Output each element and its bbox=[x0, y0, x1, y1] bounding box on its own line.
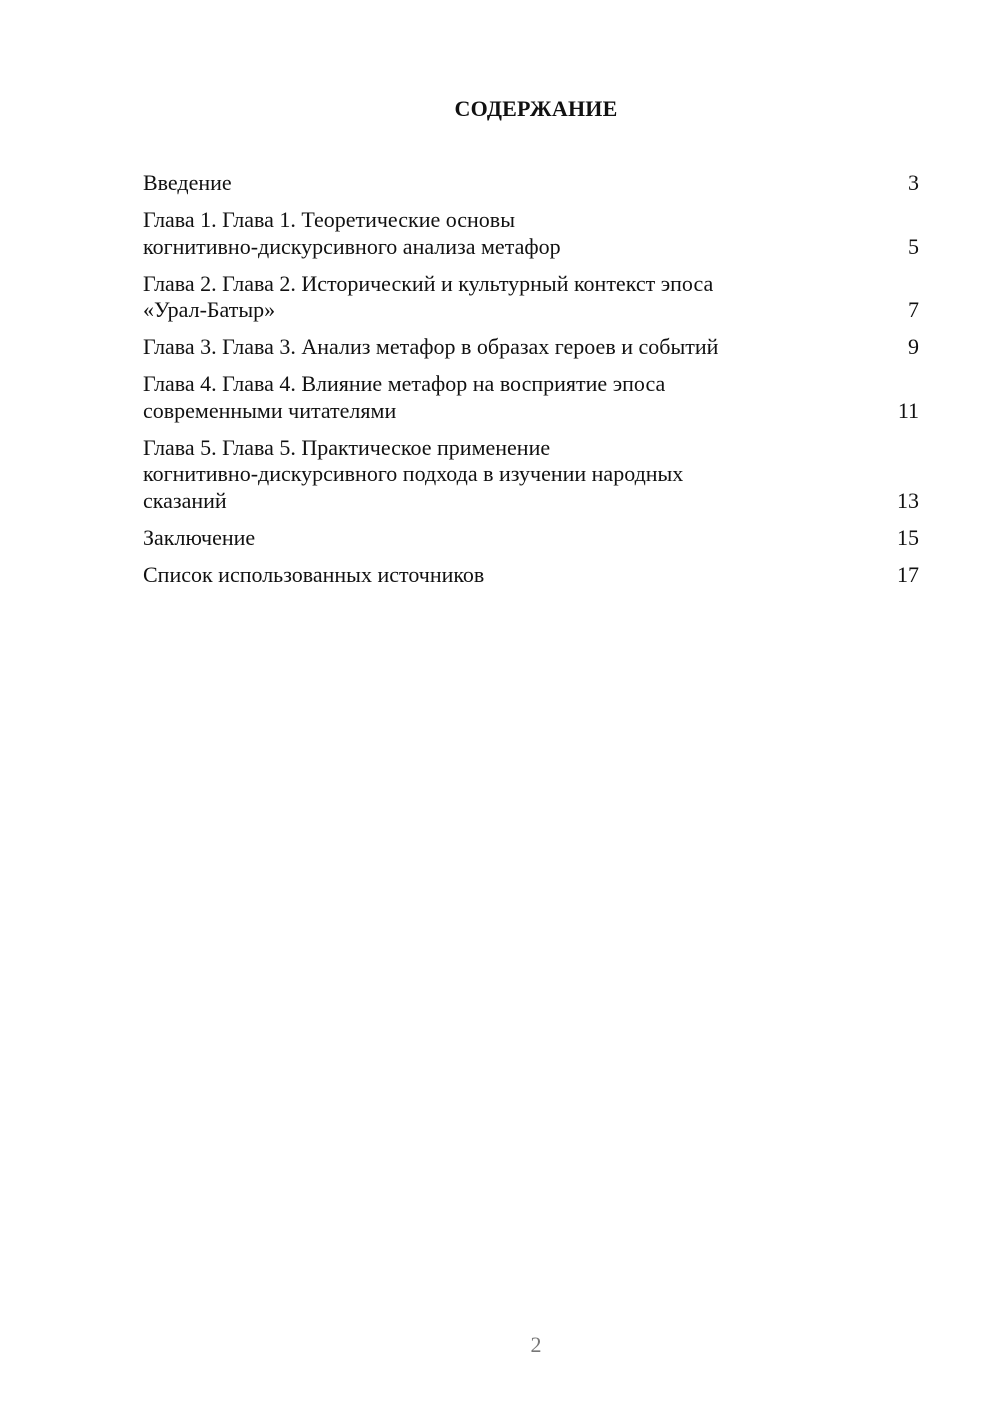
toc-entry-text: Заключение bbox=[143, 524, 256, 550]
toc-entry-text: Глава 4. Глава 4. Влияние метафор на восприятие эпоса современными читателями bbox=[143, 371, 666, 423]
toc-entry-page: 13 bbox=[897, 487, 919, 513]
toc-entry-chapter-5 bbox=[143, 435, 919, 515]
toc-entry-text: Глава 3. Глава 3. Анализ метафор в образах героев и событий bbox=[143, 334, 719, 359]
toc-entry-references bbox=[143, 562, 919, 589]
toc-entry-chapter-4 bbox=[143, 371, 919, 424]
page-number: 2 bbox=[530, 1332, 542, 1357]
toc-entry-text: Введение bbox=[143, 170, 232, 195]
toc-entry-conclusion bbox=[143, 525, 919, 552]
toc-entry-text: Список использованных источников bbox=[143, 561, 485, 587]
table-of-contents bbox=[143, 170, 919, 599]
toc-entry-page: 9 bbox=[908, 334, 919, 359]
toc-entry-chapter-3 bbox=[143, 334, 919, 361]
toc-entry-page: 15 bbox=[897, 524, 919, 550]
toc-entry-text: Глава 5. Глава 5. Практическое применение когнитивно-дискурсивного подхода в изучении народных сказаний bbox=[143, 434, 684, 513]
toc-entry-page: 11 bbox=[897, 397, 919, 423]
page-title: СОДЕРЖАНИЕ bbox=[454, 96, 618, 121]
toc-entry-page: 17 bbox=[897, 561, 919, 587]
toc-entry-text: Глава 2. Глава 2. Исторический и культурный контекст эпоса «Урал-Батыр» bbox=[143, 270, 714, 322]
toc-entry-text: Глава 1. Глава 1. Теоретические основы когнитивно-дискурсивного анализа метафор bbox=[143, 207, 561, 259]
toc-entry-page: 5 bbox=[908, 233, 919, 259]
toc-entry-introduction bbox=[143, 170, 919, 197]
toc-entry-page: 3 bbox=[908, 170, 919, 195]
toc-entry-chapter-2 bbox=[143, 271, 919, 324]
toc-entry-page: 7 bbox=[908, 297, 919, 322]
toc-entry-chapter-1 bbox=[143, 207, 919, 260]
